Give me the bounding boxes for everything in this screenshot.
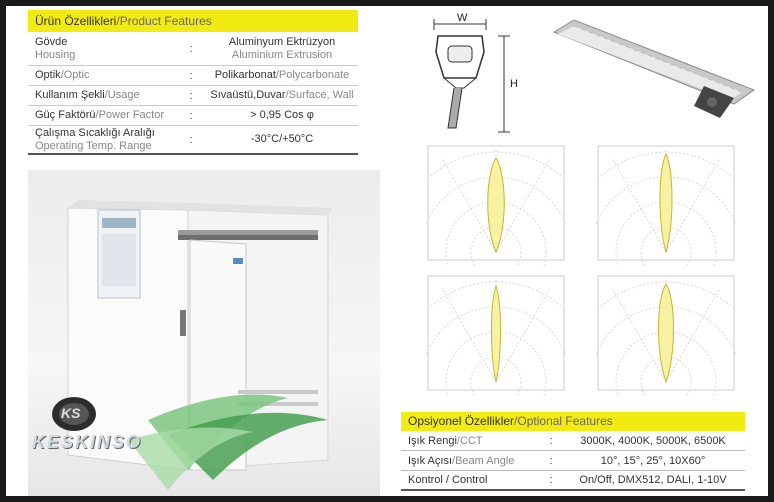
brand-logo bbox=[30, 392, 180, 462]
row-label-en: /Power Factor bbox=[95, 109, 164, 121]
table-row bbox=[28, 32, 358, 66]
row-value: 3000K, 4000K, 5000K, 6500K bbox=[580, 434, 726, 447]
product-features-table bbox=[28, 10, 358, 155]
row-label-en: /Usage bbox=[104, 89, 140, 101]
polar-diagram bbox=[596, 144, 736, 266]
datasheet bbox=[6, 6, 768, 496]
row-value: Polikarbonat bbox=[214, 69, 276, 81]
table-row bbox=[28, 106, 358, 126]
row-value: 10°, 15°, 25°, 10X60° bbox=[600, 454, 706, 467]
row-label: Optik bbox=[35, 69, 61, 81]
separator: : bbox=[549, 454, 553, 467]
row-label-en: Operating Temp. Range bbox=[35, 139, 152, 152]
row-label: Kullanım Şekli bbox=[35, 89, 105, 101]
separator: : bbox=[549, 474, 553, 486]
linear-fixture-illustration bbox=[544, 10, 762, 120]
row-label: Güç Faktörü bbox=[35, 109, 96, 121]
header-title-en: /Optional Features bbox=[514, 414, 613, 428]
separator: : bbox=[189, 133, 193, 146]
row-label-en: /CCT bbox=[456, 434, 483, 447]
separator: : bbox=[189, 69, 193, 82]
row-label-en: Housing bbox=[35, 48, 76, 61]
row-value: On/Off, DMX512, DALI, 1-10V bbox=[579, 474, 727, 486]
row-value: -30°C/+50°C bbox=[250, 133, 314, 145]
logo-initials: KS bbox=[61, 405, 81, 421]
row-label: Işık Rengi bbox=[408, 434, 457, 447]
row-label: Kontrol / Control bbox=[408, 474, 488, 486]
header-title-tr: Ürün Özellikleri bbox=[35, 14, 117, 28]
separator: : bbox=[549, 434, 553, 447]
row-value-en: /Surface, Wall bbox=[285, 89, 354, 101]
beam-diagram bbox=[596, 144, 736, 266]
row-label-en: /Beam Angle bbox=[452, 454, 515, 467]
height-label: H bbox=[510, 78, 518, 90]
table-row bbox=[401, 471, 745, 491]
row-label-en: /Optic bbox=[60, 69, 90, 81]
header-title-tr: Opsiyonel Özellikler bbox=[408, 414, 515, 428]
polar-diagram bbox=[426, 144, 566, 266]
row-value-en: /Polycarbonate bbox=[275, 69, 350, 81]
optional-features-table bbox=[401, 412, 745, 491]
table-row bbox=[401, 451, 745, 471]
row-value: > 0,95 Cos φ bbox=[250, 109, 314, 121]
beam-diagram bbox=[596, 274, 736, 396]
dimension-drawing bbox=[426, 6, 536, 146]
table-row bbox=[28, 126, 358, 155]
width-label: W bbox=[457, 12, 468, 24]
table-row bbox=[28, 66, 358, 86]
table-row bbox=[401, 431, 745, 451]
separator: : bbox=[189, 89, 193, 102]
row-label: Gövde bbox=[35, 35, 68, 48]
polar-diagram bbox=[596, 274, 736, 396]
row-label: Çalışma Sıcaklığı Aralığı bbox=[35, 126, 155, 139]
product-features-header bbox=[28, 10, 358, 32]
fixture-image bbox=[544, 10, 762, 120]
row-label: Işık Açısı bbox=[408, 454, 453, 467]
table-row bbox=[28, 86, 358, 106]
header-title-en: /Product Features bbox=[116, 14, 212, 28]
row-value: Sıvaüstü,Duvar bbox=[210, 89, 286, 101]
polar-diagram bbox=[426, 274, 566, 396]
beam-diagram bbox=[426, 274, 566, 396]
optional-features-header bbox=[401, 412, 745, 431]
separator: : bbox=[189, 109, 193, 122]
dimension-diagram bbox=[426, 6, 536, 146]
logo-text: KESKINSO bbox=[32, 432, 143, 452]
separator: : bbox=[189, 42, 193, 55]
row-value: Aluminyum Ektrüzyon bbox=[228, 35, 336, 48]
beam-diagram bbox=[426, 144, 566, 266]
row-value-en: Aluminium Extrusion bbox=[231, 48, 333, 61]
